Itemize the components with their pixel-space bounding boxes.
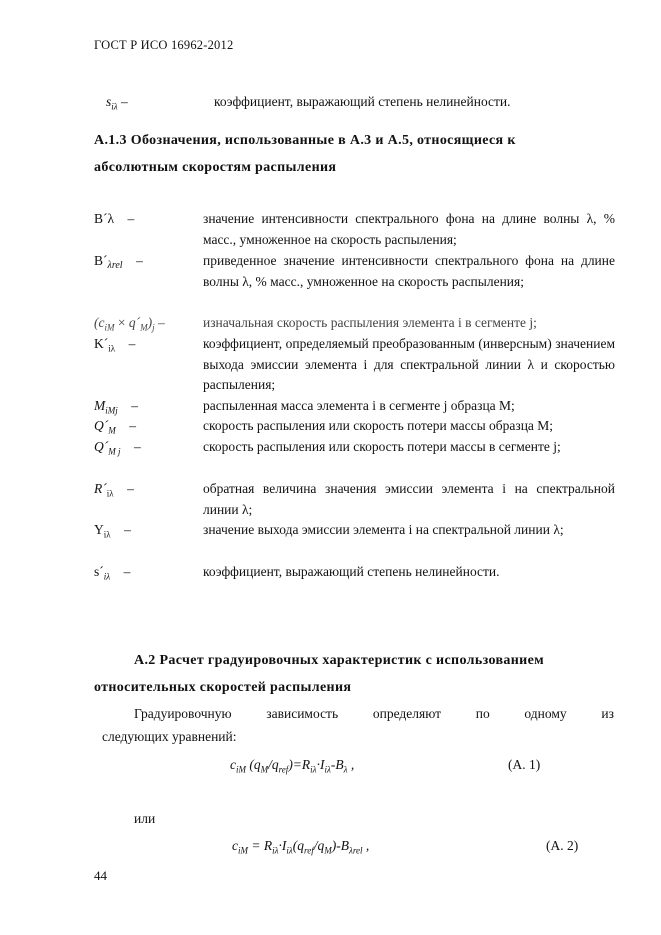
paragraph-line1: Градуировочную зависимость определяют по одному из bbox=[134, 706, 614, 721]
term-k-i-lambda: $K´_{i\lambda}$ – bbox=[94, 336, 136, 354]
term-initial-rate: ($c_{iM}$ × $q´_M)_j$ – bbox=[94, 315, 165, 333]
section-a2-heading bbox=[94, 647, 614, 701]
definition-b-lambda: значение интенсивности спектрального фона на длине волны λ, % масс., умноженное на скорость распыления; bbox=[203, 211, 615, 247]
equation-a2: $c_{iM} = R_{i\lambda}\cdot I_{i\lambda}(q_{ref}/q_M)-B_{\lambda rel}$ , bbox=[232, 838, 370, 856]
definition-k-i-lambda: коэффициент, определяемый преобразованным (инверсным) значением выхода эмиссии элемента i для спектральной линии λ и скоростью распыления; bbox=[203, 336, 615, 392]
top-item-text: коэффициент, выражающий степень нелинейности. bbox=[214, 94, 511, 109]
term-y-i-lambda: $Y_{i\lambda}$ – bbox=[94, 522, 131, 540]
section-a13-heading-line1: А.1.3 Обозначения, использованные в А.3 и А.5, относящиеся к bbox=[94, 133, 516, 148]
definition-s-i-lambda: коэффициент, выражающий степень нелинейности. bbox=[203, 564, 500, 579]
definition-q-mj: скорость распыления или скорость потери массы в сегменте j; bbox=[203, 439, 561, 454]
equation-a1: $c_{iM}$ $(q_M/q_{ref})=R_{i\lambda}\cdot I_{i\lambda}-B_\lambda$ , bbox=[230, 757, 355, 775]
or-word: или bbox=[134, 811, 156, 826]
term-q-m: $Q´_M$ – bbox=[94, 418, 136, 436]
definition-b-lambda-rel: приведенное значение интенсивности спектрального фона на длине волны λ, % масс., умноженное на скорость распыления; bbox=[203, 253, 615, 289]
term-r-i-lambda: $R´_{i\lambda}$ – bbox=[94, 481, 134, 499]
definition-q-m: скорость распыления или скорость потери массы образца M; bbox=[203, 418, 554, 433]
equation-a1-number: (А. 1) bbox=[508, 757, 541, 772]
definition-m-imj: распыленная масса элемента i в сегменте j образца M; bbox=[203, 398, 515, 413]
definition-initial-rate: изначальная скорость распыления элемента i в сегменте j; bbox=[203, 315, 537, 330]
section-a13-heading bbox=[94, 127, 614, 181]
definition-r-i-lambda: обратная величина значения эмиссии элемента i на спектральной линии λ; bbox=[203, 481, 615, 517]
term-q-mj: $Q´_{M j}$ – bbox=[94, 439, 141, 457]
equation-a2-number: (А. 2) bbox=[546, 838, 579, 853]
page-number: 44 bbox=[94, 868, 107, 883]
section-a13-heading-line2: абсолютным скоростям распыления bbox=[94, 160, 337, 175]
top-item-symbol: $s_{i\lambda}$ – bbox=[106, 94, 128, 112]
term-b-lambda: B´λ – bbox=[94, 211, 135, 226]
definition-y-i-lambda: значение выхода эмиссии элемента i на спектральной линии λ; bbox=[203, 522, 564, 537]
paragraph-line2: следующих уравнений: bbox=[102, 729, 237, 744]
document-code-header: ГОСТ Р ИСО 16962-2012 bbox=[94, 38, 234, 52]
term-m-imj: $M_{iMj}$ – bbox=[94, 398, 138, 416]
section-a2-heading-line1: А.2 Расчет градуировочных характеристик с использованием bbox=[134, 653, 545, 668]
section-a2-heading-line2: относительных скоростей распыления bbox=[94, 680, 352, 695]
term-b-lambda-rel: $B´_{\lambda rel}$ – bbox=[94, 253, 143, 271]
term-s-i-lambda: $s´_{i\lambda}$ – bbox=[94, 564, 131, 582]
